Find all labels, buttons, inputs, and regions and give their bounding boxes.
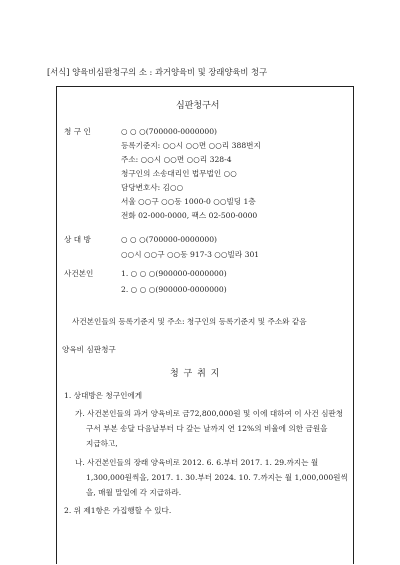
principals-label: 사건본인 [64, 269, 94, 278]
case-name: 양육비 심판청구 [62, 345, 116, 354]
purpose-heading: 청 구 취 지 [170, 369, 221, 379]
address-note: 사건본인들의 등록기준지 및 주소: 청구인의 등록기준지 및 주소와 같음 [72, 317, 307, 326]
purpose-na-line-3: 을, 매월 말일에 각 지급하라. [86, 488, 182, 497]
claimant-agent: 청구인의 소송대리인 법무법인 ○○ [121, 169, 237, 178]
claimant-name: ○ ○ ○(700000-0000000) [121, 127, 218, 136]
purpose-ga-line-3: 지급하고, [86, 439, 118, 448]
respondent-name: ○ ○ ○(700000-0000000) [121, 235, 218, 244]
purpose-na-line-2: 1,300,000원씩을, 2017. 1. 30.부터 2024. 10. 7.까지는 월 1,000,000원씩 [86, 473, 348, 482]
claimant-address: 주소: ○○시 ○○면 ○○리 328-4 [121, 155, 232, 164]
claimant-office: 서울 ○○구 ○○동 1000-0 ○○빌딩 1층 [121, 197, 256, 206]
purpose-ga-line-1: 가. 사건본인들의 과거 양육비로 금72,800,000원 및 이에 대하여 이 사건 심판청 [75, 409, 344, 418]
purpose-item-1: 1. 상대방은 청구인에게 [64, 391, 143, 400]
principal-2: 2. ○ ○ ○(900000-0000000) [121, 285, 227, 294]
claimant-phone: 전화 02-000-0000, 팩스 02-500-0000 [121, 211, 258, 220]
claimant-label: 청 구 인 [64, 127, 91, 136]
purpose-item-2: 2. 위 제1항은 가집행할 수 있다. [64, 506, 172, 515]
purpose-ga-line-2: 구서 부본 송달 다음날부터 다 갚는 날까지 연 12%의 비율에 의한 금원을 [86, 424, 328, 433]
claimant-registered: 등록기준지: ○○시 ○○면 ○○리 388번지 [121, 141, 261, 150]
document-title: 심판청구서 [176, 101, 220, 111]
respondent-label: 상 대 방 [64, 235, 91, 244]
respondent-address: ○○시 ○○구 ○○동 917-3 ○○빌라 301 [121, 250, 260, 259]
purpose-na-line-1: 나. 사건본인들의 장래 양육비로 2012. 6. 6.부터 2017. 1. 29.까지는 월 [75, 458, 319, 467]
principal-1: 1. ○ ○ ○(900000-0000000) [121, 269, 227, 278]
claimant-lawyer: 담당변호사: 김○○ [121, 183, 184, 192]
form-caption: [서식] 양육비심판청구의 소 : 과거양육비 및 장래양육비 청구 [47, 67, 268, 77]
